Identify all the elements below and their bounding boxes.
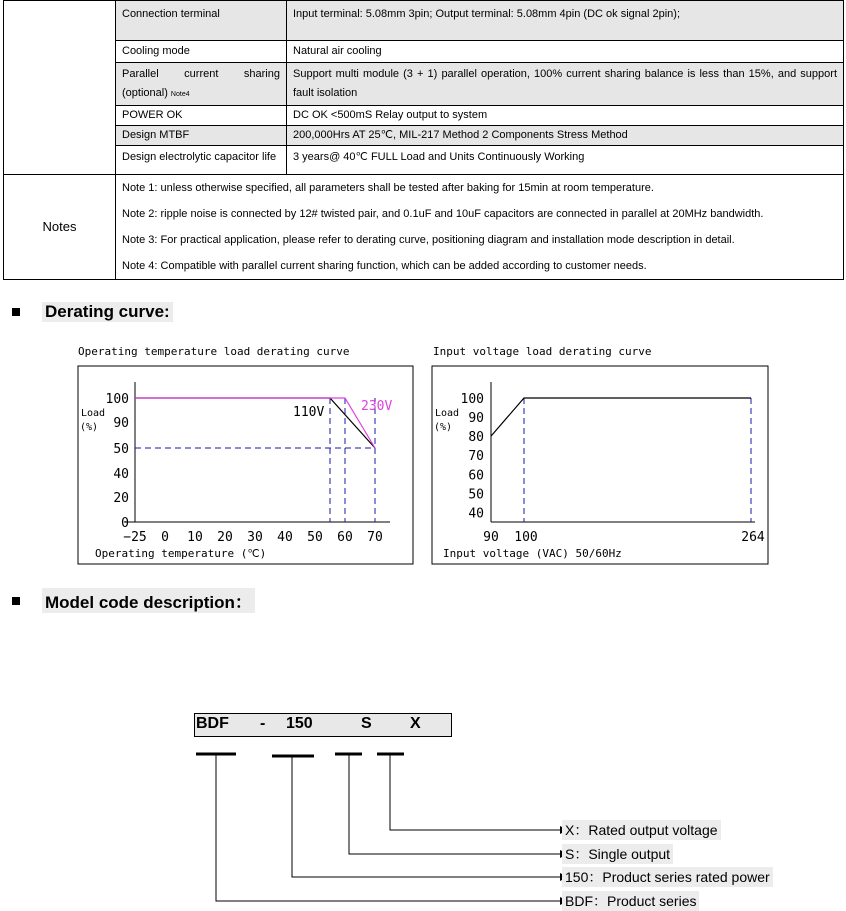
y-tick-label: 50 [468,487,484,503]
note4-ref: Note4 [170,91,190,98]
y-tick-label: 20 [113,491,129,506]
notes-header: Notes [4,175,116,280]
note-3: Note 3: For practical application, please refer to derating curve, positioning diagram and installation mode description in detail. [122,234,735,246]
model-heading-text: Model code description： [42,588,255,613]
y-axis-label: Load [81,408,106,419]
spec-label: Connection terminal [116,1,287,41]
spec-value: Support multi module (3 + 1) parallel operation, 100% current sharing balance is less than 15%, and support fault isolation [287,63,844,106]
y-tick-label: 40 [468,506,484,522]
code-part-voltage: X [410,715,421,732]
x-tick-label: 50 [307,530,323,545]
code-part-dash: - [260,715,266,732]
spec-value: 200,000Hrs AT 25℃, MIL-217 Method 2 Components Stress Method [287,126,844,146]
code-part-power: 150 [286,715,313,732]
note-2: Note 2: ripple noise is connected by 12# twisted pair, and 0.1uF and 10uF capacitors are connected in parallel at 20MHz bandwidth. [122,208,764,220]
note-1: Note 1: unless otherwise specified, all parameters shall be tested after baking for 15min at room temperature. [122,182,654,194]
note-4: Note 4: Compatible with parallel current sharing function, which can be added according to customer needs. [122,260,647,272]
y-tick-label: 50 [113,442,129,457]
x-tick-label: 20 [217,530,233,545]
code-part-output: S [361,715,372,732]
spec-label: Cooling mode [116,41,287,63]
desc-voltage: X：Rated output voltage [562,820,721,840]
parallel-label-line2: (optional) Note4 [122,87,190,99]
connector-bdf [216,754,560,901]
y-tick-label: 60 [468,468,484,484]
y-tick-label: 40 [113,467,129,482]
x-tick-label: 90 [483,530,499,545]
x-tick-label: 30 [247,530,263,545]
x-axis-label: Input voltage (VAC) 50/60Hz [443,547,622,560]
series-label-230v: 230V [361,399,393,414]
code-part-series: BDF [196,715,229,732]
x-tick-label: 70 [367,530,383,545]
x-tick-label: −25 [123,530,147,545]
spec-value: Input terminal: 5.08mm 3pin; Output terminal: 5.08mm 4pin (DC ok signal 2pin); [287,1,844,41]
x-tick-label: 10 [187,530,203,545]
spec-value: Natural air cooling [287,41,844,63]
y-tick-label: 90 [468,411,484,427]
spec-value: DC OK <500mS Relay output to system [287,106,844,126]
y-tick-label: 100 [105,392,129,407]
y-tick-label: 90 [113,416,129,431]
x-axis-label: Operating temperature (℃) [95,547,267,560]
y-tick-label: 100 [460,392,484,407]
x-tick-label: 60 [337,530,353,545]
y-tick-label: 0 [121,516,129,531]
y-axis-unit: (%) [434,422,453,433]
desc-power: 150：Product series rated power [562,867,773,887]
chart-title: Input voltage load derating curve [433,345,652,358]
desc-series: BDF：Product series [562,891,699,911]
parallel-label-line1: Parallel current sharing [122,68,280,80]
spec-label: POWER OK [116,106,287,126]
x-tick-label: 264 [741,530,765,545]
y-axis-label: Load [435,408,460,419]
desc-output: S：Single output [562,844,673,864]
spec-value: 3 years@ 40℃ FULL Load and Units Continuously Working [287,146,844,175]
chart-title: Operating temperature load derating curve [78,345,350,358]
connector-150 [292,756,560,877]
derating-heading-text: Derating curve: [42,302,173,322]
y-tick-label: 70 [468,449,484,465]
connector-s [349,754,560,854]
series-label-110v: 110V [293,405,325,420]
capacitor-label: Design electrolytic capacitor life [122,151,277,163]
y-tick-label: 80 [468,430,484,446]
x-tick-label: 0 [161,530,169,545]
y-axis-unit: (%) [80,422,99,433]
connector-x [390,754,560,830]
x-tick-label: 100 [514,530,538,545]
spec-label: Design MTBF [116,126,287,146]
x-tick-label: 40 [277,530,293,545]
